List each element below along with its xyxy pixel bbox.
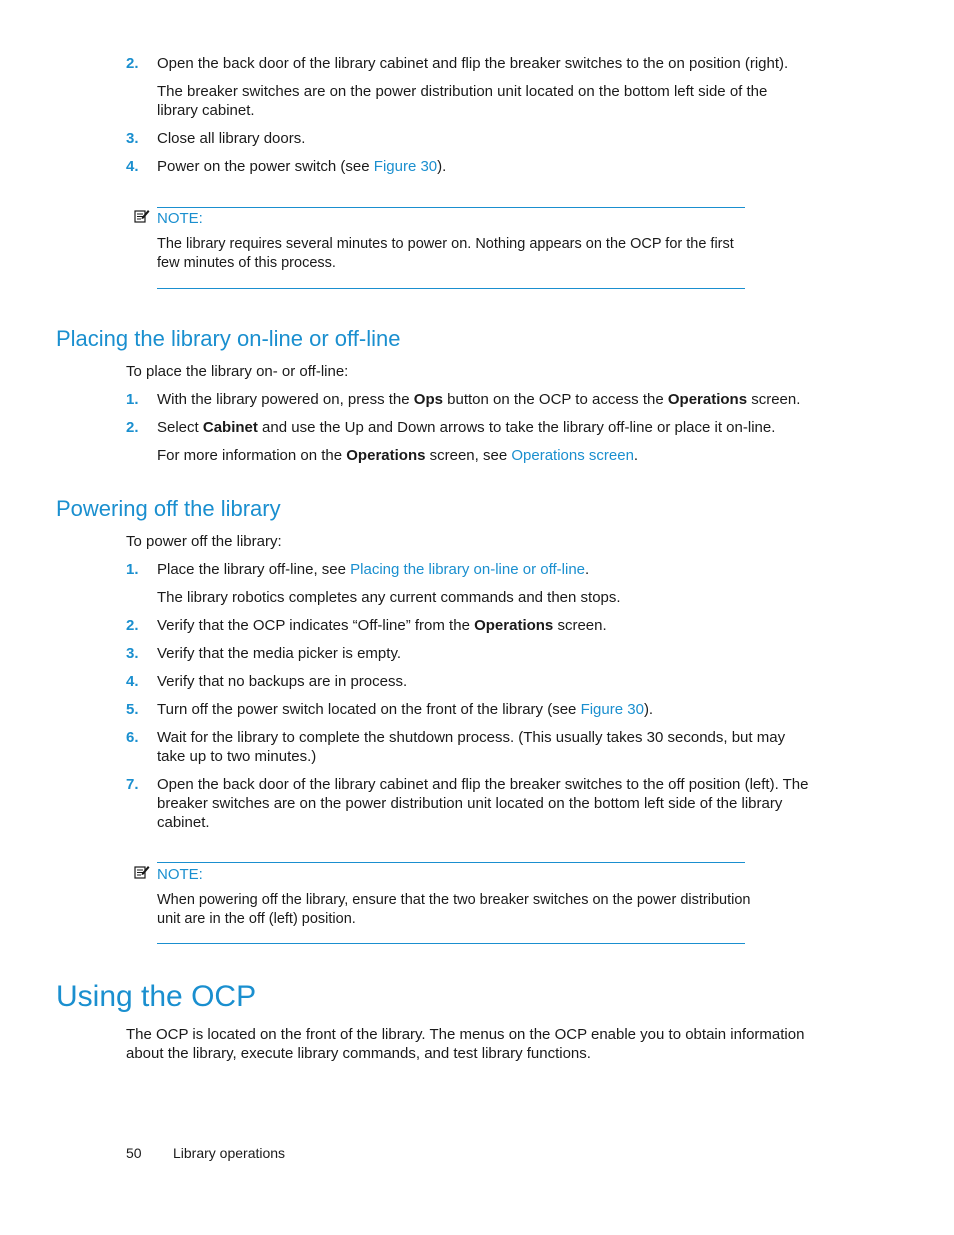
list-item-text: Place the library off-line, see Placing the library on-line or off-line. [157,561,590,578]
page-number: 50 [126,1145,142,1161]
section-intro: To place the library on- or off-line: [126,363,349,380]
list-number: 2. [126,617,139,634]
section-heading: Placing the library on-line or off-line [56,326,401,351]
list-item-text: Wait for the library to complete the shutdown process. (This usually takes 30 seconds, but may take up to two minutes.) [157,729,786,765]
list-item-text: Open the back door of the library cabinet and flip the breaker switches to the on position (right). [157,55,789,72]
list-number: 1. [126,561,139,578]
list-item-text: Power on the power switch (see Figure 30). [157,158,447,175]
note-body: When powering off the library, ensure that the two breaker switches on the power distribution unit are in the off (left) position. [157,892,751,927]
list-item-text: Verify that no backups are in process. [157,673,408,690]
list-number: 2. [126,55,139,72]
note-label: NOTE: [157,210,203,227]
list-number: 3. [126,645,139,662]
list-number: 4. [126,673,139,690]
list-number: 3. [126,130,139,147]
placing-library-link[interactable]: Placing the library on-line or off-line [350,561,585,578]
figure-link[interactable]: Figure 30 [580,701,644,718]
list-item-text: With the library powered on, press the Ops button on the OCP to access the Operations screen. [157,391,801,408]
list-item-subtext: The library robotics completes any current commands and then stops. [157,589,621,606]
list-item-text: Verify that the OCP indicates “Off-line” from the Operations screen. [157,617,607,634]
note-bottom-rule [157,943,745,944]
section-intro: To power off the library: [126,533,282,550]
list-item-text: Open the back door of the library cabinet and flip the breaker switches to the off position (left). The breaker switches are on the power distribution unit located on the bottom left side of the library cabinet. [157,776,809,831]
operations-screen-link[interactable]: Operations screen [511,447,634,464]
chapter-body: The OCP is located on the front of the library. The menus on the OCP enable you to obtain information about the library, execute library commands, and test library functions. [126,1026,805,1062]
list-number: 4. [126,158,139,175]
note-top-rule [157,207,745,208]
section-heading: Powering off the library [56,496,281,521]
list-item-text: Select Cabinet and use the Up and Down arrows to take the library off-line or place it on-line. [157,419,776,436]
list-number: 2. [126,419,139,436]
chapter-heading: Using the OCP [56,980,257,1013]
note-label: NOTE: [157,866,203,883]
note-top-rule [157,862,745,863]
list-item-subtext: The breaker switches are on the power distribution unit located on the bottom left side of the library cabinet. [157,83,768,119]
list-number: 5. [126,701,139,718]
note-bottom-rule [157,288,745,289]
note-pencil-icon [134,208,150,223]
footer-title: Library operations [173,1145,286,1161]
note-body: The library requires several minutes to power on. Nothing appears on the OCP for the first few minutes of this process. [157,236,734,271]
list-number: 1. [126,391,139,408]
list-number: 7. [126,776,139,793]
list-item-text: Turn off the power switch located on the front of the library (see Figure 30). [157,701,654,718]
list-number: 6. [126,729,139,746]
list-item-text: Verify that the media picker is empty. [157,645,401,662]
list-item-text: Close all library doors. [157,130,306,147]
figure-link[interactable]: Figure 30 [373,158,438,175]
note-pencil-icon [134,864,150,879]
list-item-subtext: For more information on the Operations screen, see Operations screen. [157,447,639,464]
